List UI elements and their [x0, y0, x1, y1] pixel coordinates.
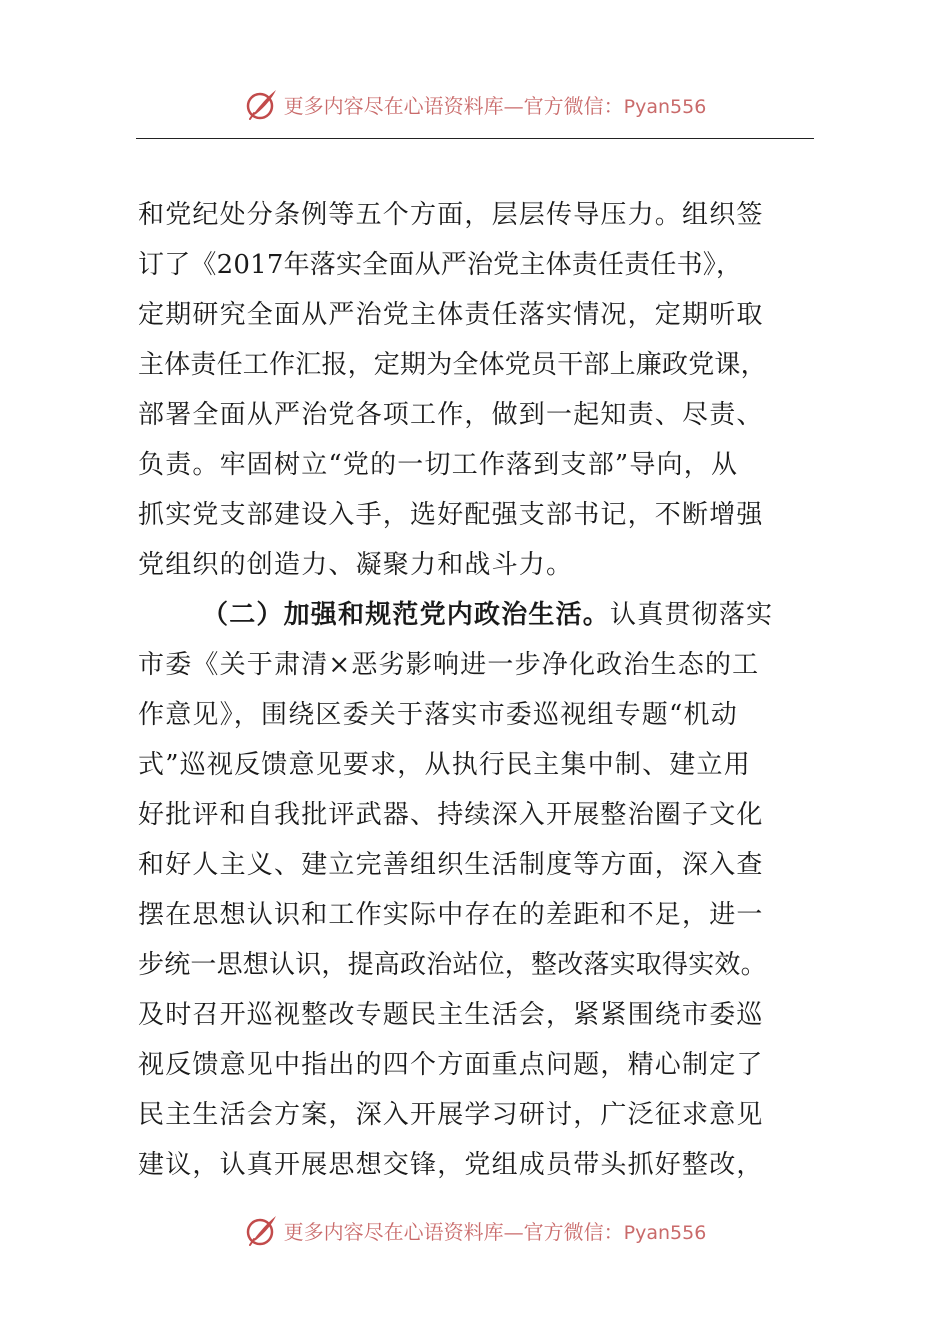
quill-logo-icon	[244, 1212, 280, 1248]
text-line: 定期研究全面从严治党主体责任落实情况，定期听取	[138, 300, 764, 330]
text-line: 视反馈意见中指出的四个方面重点问题，精心制定了	[138, 1050, 764, 1080]
text-line: 建议，认真开展思想交锋，党组成员带头抓好整改，	[138, 1150, 764, 1180]
text-line: 式”巡视反馈意见要求，从执行民主集中制、建立用	[138, 750, 751, 780]
text-line: 作意见》，围绕区委关于落实市委巡视组专题“机动	[138, 700, 738, 730]
document-body	[138, 190, 818, 1190]
footer-banner-label: 更多内容尽在心语资料库—官方微信：	[283, 1219, 624, 1244]
text-line: 和党纪处分条例等五个方面，层层传导压力。组织签	[138, 200, 764, 230]
text-line: 好批评和自我批评武器、持续深入开展整治圈子文化	[138, 800, 764, 830]
text-line: 摆在思想认识和工作实际中存在的差距和不足，进一	[138, 900, 764, 930]
text-line: 订了《2017年落实全面从严治党主体责任责任书》，	[138, 250, 743, 280]
footer-wechat-id: Pyan556	[623, 1221, 707, 1244]
text-line: 及时召开巡视整改专题民主生活会，紧紧围绕市委巡	[138, 1000, 764, 1030]
text-line: 民主生活会方案，深入开展学习研讨，广泛征求意见	[138, 1100, 764, 1130]
text-line: 步统一思想认识，提高政治站位，整改落实取得实效。	[138, 950, 767, 980]
text-line: 市委《关于肃清×恶劣影响进一步净化政治生态的工	[138, 650, 760, 680]
text-line: 部署全面从严治党各项工作，做到一起知责、尽责、	[138, 400, 764, 430]
text-line: 负责。牢固树立“党的一切工作落到支部”导向，从	[138, 450, 739, 480]
text-line: 主体责任工作汇报，定期为全体党员干部上廉政党课，	[138, 350, 767, 380]
section-heading: （二）加强和规范党内政治生活。	[202, 600, 611, 630]
footer-banner	[0, 1210, 950, 1250]
header-divider	[136, 138, 814, 139]
quill-logo-icon	[244, 86, 280, 122]
header-banner	[0, 84, 950, 124]
footer-banner-text	[284, 1216, 707, 1245]
header-banner-label: 更多内容尽在心语资料库—官方微信：	[283, 93, 624, 118]
section-heading-line	[138, 590, 818, 640]
section-first-line-text: 认真贯彻落实	[610, 600, 774, 630]
text-line: 和好人主义、建立完善组织生活制度等方面，深入查	[138, 850, 764, 880]
text-line: 党组织的创造力、凝聚力和战斗力。	[138, 550, 574, 580]
header-banner-text	[284, 90, 707, 119]
text-line: 抓实党支部建设入手，选好配强支部书记，不断增强	[138, 500, 764, 530]
header-wechat-id: Pyan556	[623, 95, 707, 118]
